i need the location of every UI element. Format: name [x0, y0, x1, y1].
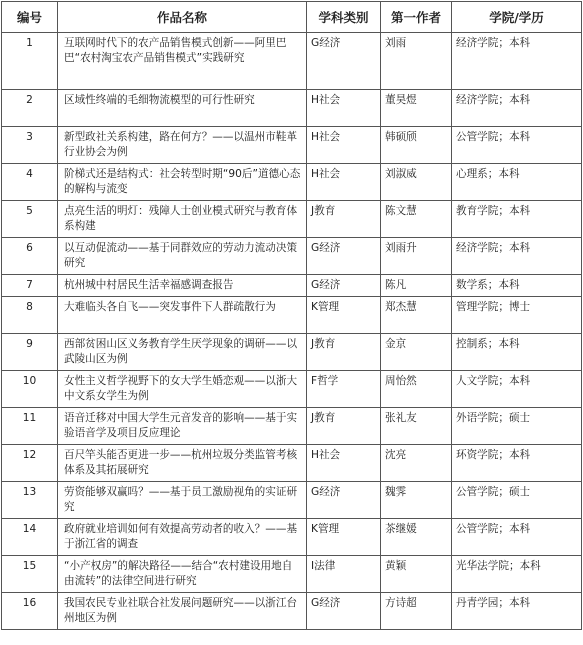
header-author: 第一作者	[381, 2, 452, 33]
row-category: I法律	[307, 556, 381, 593]
row-dept: 公管学院；本科	[452, 127, 582, 164]
row-number: 4	[2, 164, 58, 201]
table-row	[2, 556, 582, 593]
row-number: 13	[2, 482, 58, 519]
row-category: G经济	[307, 275, 381, 297]
row-category: J教育	[307, 201, 381, 238]
row-title: 百尺竿头能否更进一步——杭州垃圾分类监管考核体系及其拓展研究	[58, 445, 307, 482]
header-category: 学科类别	[307, 2, 381, 33]
row-author: 魏霁	[381, 482, 452, 519]
header-title: 作品名称	[58, 2, 307, 33]
row-number: 9	[2, 334, 58, 371]
row-title: 政府就业培训如何有效提高劳动者的收入？——基于浙江省的调查	[58, 519, 307, 556]
row-number: 10	[2, 371, 58, 408]
row-number: 15	[2, 556, 58, 593]
row-number: 5	[2, 201, 58, 238]
table-row	[2, 275, 582, 297]
row-author: 刘淑威	[381, 164, 452, 201]
row-title: 女性主义哲学视野下的女大学生婚恋观——以浙大中文系女学生为例	[58, 371, 307, 408]
table-row	[2, 127, 582, 164]
table-row	[2, 334, 582, 371]
row-title: 语音迁移对中国大学生元音发音的影响——基于实验语音学及项目反应理论	[58, 408, 307, 445]
row-category: H社会	[307, 90, 381, 127]
table-row	[2, 297, 582, 334]
row-title: 我国农民专业社联合社发展问题研究——以浙江台州地区为例	[58, 593, 307, 630]
row-dept: 丹青学园；本科	[452, 593, 582, 630]
table-row	[2, 482, 582, 519]
row-author: 董昊煜	[381, 90, 452, 127]
row-dept: 光华法学院；本科	[452, 556, 582, 593]
row-dept: 教育学院；本科	[452, 201, 582, 238]
award-table	[1, 1, 582, 630]
row-author: 刘雨	[381, 33, 452, 90]
row-number: 11	[2, 408, 58, 445]
row-title: 点亮生活的明灯：残障人士创业模式研究与教育体系构建	[58, 201, 307, 238]
row-category: J教育	[307, 408, 381, 445]
row-author: 方诗超	[381, 593, 452, 630]
row-number: 3	[2, 127, 58, 164]
row-dept: 公管学院；硕士	[452, 482, 582, 519]
row-dept: 经济学院；本科	[452, 33, 582, 90]
row-title: 阶梯式还是结构式：社会转型时期“90后”道德心态的解构与流变	[58, 164, 307, 201]
row-number: 16	[2, 593, 58, 630]
row-author: 刘雨升	[381, 238, 452, 275]
row-title: 大难临头各自飞——突发事件下人群疏散行为	[58, 297, 307, 334]
row-author: 金京	[381, 334, 452, 371]
table-row	[2, 593, 582, 630]
header-number: 编号	[2, 2, 58, 33]
row-category: H社会	[307, 127, 381, 164]
row-dept: 公管学院；本科	[452, 519, 582, 556]
row-dept: 人文学院；本科	[452, 371, 582, 408]
row-number: 14	[2, 519, 58, 556]
row-title: “小产权房”的解决路径——结合“农村建设用地自由流转”的法律空间进行研究	[58, 556, 307, 593]
row-category: K管理	[307, 297, 381, 334]
row-title: 互联网时代下的农产品销售模式创新——阿里巴巴“农村淘宝农产品销售模式”实践研究	[58, 33, 307, 90]
row-category: J教育	[307, 334, 381, 371]
row-number: 1	[2, 33, 58, 90]
row-author: 韩硕颀	[381, 127, 452, 164]
header-dept: 学院/学历	[452, 2, 582, 33]
row-author: 沈亮	[381, 445, 452, 482]
row-dept: 数学系；本科	[452, 275, 582, 297]
row-title: 以互动促流动——基于同群效应的劳动力流动决策研究	[58, 238, 307, 275]
row-dept: 经济学院；本科	[452, 238, 582, 275]
row-author: 陈凡	[381, 275, 452, 297]
row-category: G经济	[307, 238, 381, 275]
row-title: 劳资能够双赢吗？——基于员工激励视角的实证研究	[58, 482, 307, 519]
table-row	[2, 201, 582, 238]
row-number: 7	[2, 275, 58, 297]
table-row	[2, 164, 582, 201]
table-row	[2, 445, 582, 482]
row-category: G经济	[307, 482, 381, 519]
row-title: 杭州城中村居民生活幸福感调查报告	[58, 275, 307, 297]
header-row	[2, 2, 582, 33]
row-number: 12	[2, 445, 58, 482]
row-category: F哲学	[307, 371, 381, 408]
row-category: H社会	[307, 445, 381, 482]
row-title: 区域性终端的毛细物流模型的可行性研究	[58, 90, 307, 127]
table-row	[2, 519, 582, 556]
row-dept: 外语学院；硕士	[452, 408, 582, 445]
row-category: H社会	[307, 164, 381, 201]
row-author: 周怡然	[381, 371, 452, 408]
row-author: 黄颖	[381, 556, 452, 593]
row-number: 2	[2, 90, 58, 127]
row-number: 8	[2, 297, 58, 334]
row-author: 茶继媛	[381, 519, 452, 556]
row-dept: 心理系；本科	[452, 164, 582, 201]
row-number: 6	[2, 238, 58, 275]
table-container	[1, 1, 582, 630]
row-author: 郑杰慧	[381, 297, 452, 334]
row-author: 张礼友	[381, 408, 452, 445]
row-dept: 环资学院；本科	[452, 445, 582, 482]
table-row	[2, 371, 582, 408]
row-title: 西部贫困山区义务教育学生厌学现象的调研——以武陵山区为例	[58, 334, 307, 371]
row-author: 陈文慧	[381, 201, 452, 238]
row-dept: 管理学院；博士	[452, 297, 582, 334]
table-row	[2, 408, 582, 445]
row-dept: 经济学院；本科	[452, 90, 582, 127]
row-category: G经济	[307, 593, 381, 630]
table-row	[2, 33, 582, 90]
table-row	[2, 90, 582, 127]
row-title: 新型政社关系构建，路在何方？——以温州市鞋革行业协会为例	[58, 127, 307, 164]
row-category: G经济	[307, 33, 381, 90]
row-category: K管理	[307, 519, 381, 556]
table-row	[2, 238, 582, 275]
row-dept: 控制系；本科	[452, 334, 582, 371]
